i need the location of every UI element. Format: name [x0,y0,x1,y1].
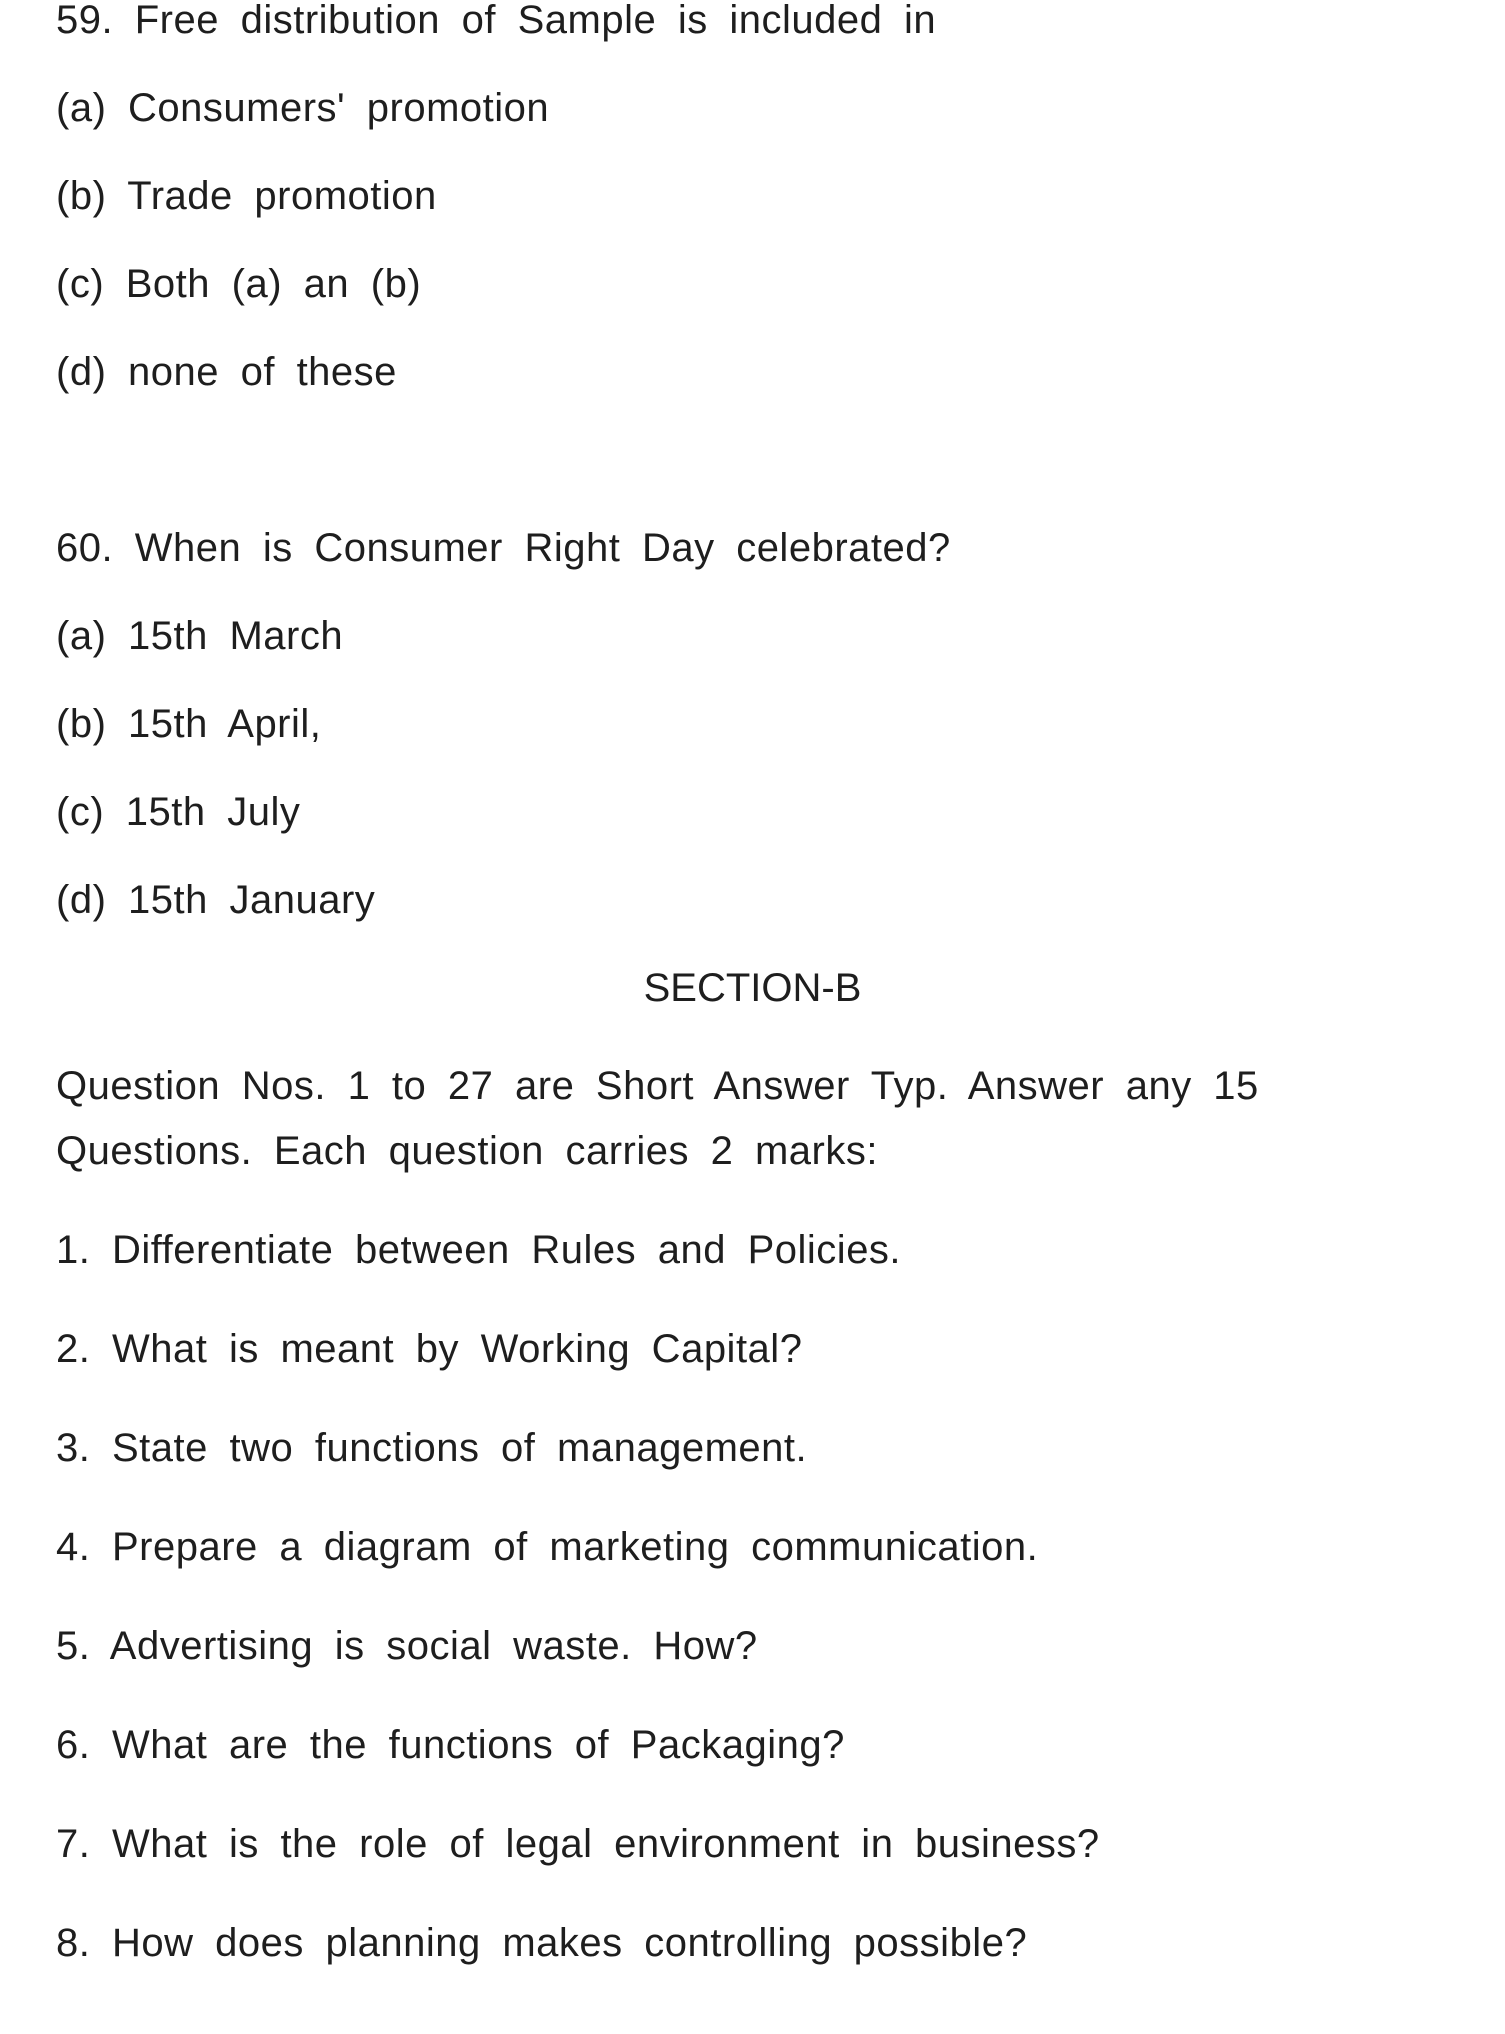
section-heading: SECTION-B [643,966,862,1010]
short-question-4: 4. Prepare a diagram of marketing communication. [56,1525,1039,1569]
short-question-3: 3. State two functions of management. [56,1426,808,1470]
q60-option-b: (b) 15th April, [56,702,322,746]
short-question-2: 2. What is meant by Working Capital? [56,1327,803,1371]
q59-option-a: (a) Consumers' promotion [56,86,550,130]
short-question-8: 8. How does planning makes controlling possible? [56,1921,1028,1965]
q59-option-c: (c) Both (a) an (b) [56,262,422,306]
question-60: 60. When is Consumer Right Day celebrated? [56,526,951,570]
short-question-7: 7. What is the role of legal environment in business? [56,1822,1100,1866]
short-question-6: 6. What are the functions of Packaging? [56,1723,845,1767]
section-instructions-line-2: Questions. Each question carries 2 marks: [56,1129,878,1173]
q60-option-c: (c) 15th July [56,790,301,834]
q60-option-d: (d) 15th January [56,878,376,922]
q60-option-a: (a) 15th March [56,614,344,658]
q59-option-b: (b) Trade promotion [56,174,437,218]
question-59: 59. Free distribution of Sample is included in [56,0,937,42]
q59-option-d: (d) none of these [56,350,397,394]
section-instructions-line-1: Question Nos. 1 to 27 are Short Answer Typ. Answer any 15 [56,1064,1259,1108]
short-question-1: 1. Differentiate between Rules and Policies. [56,1228,902,1272]
short-question-5: 5. Advertising is social waste. How? [56,1624,758,1668]
